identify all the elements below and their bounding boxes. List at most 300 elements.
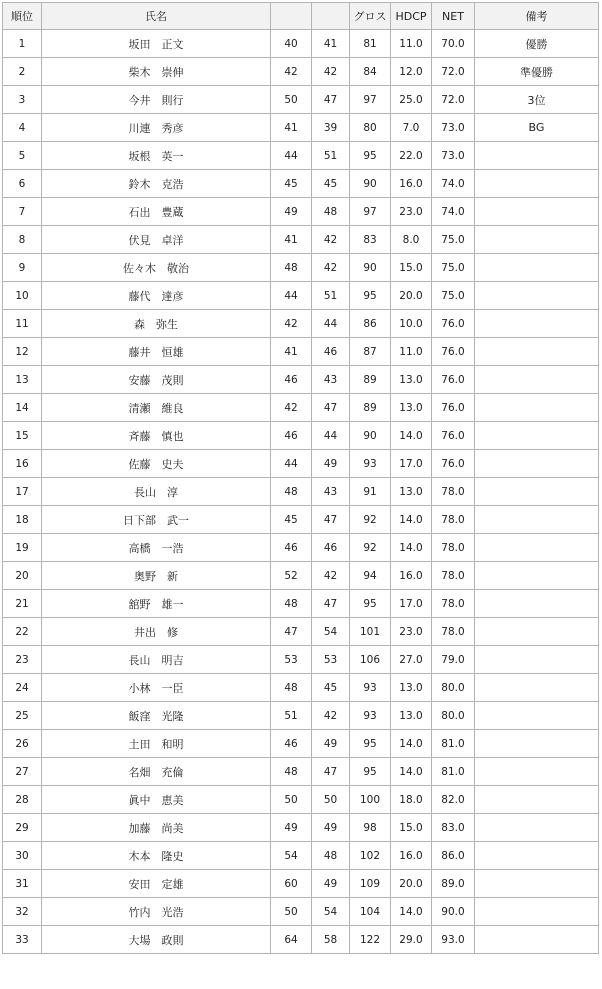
name-cell: 森 弥生 (42, 310, 271, 338)
gross-cell: 97 (350, 198, 391, 226)
header-in (312, 3, 350, 30)
gross-cell: 104 (350, 898, 391, 926)
note-cell (475, 674, 599, 702)
rank-cell: 4 (3, 114, 42, 142)
in-score-cell: 41 (312, 30, 350, 58)
in-score-cell: 54 (312, 618, 350, 646)
out-score-cell: 48 (271, 478, 312, 506)
in-score-cell: 42 (312, 226, 350, 254)
net-cell: 75.0 (432, 226, 475, 254)
note-cell (475, 702, 599, 730)
name-cell: 川連 秀彦 (42, 114, 271, 142)
net-cell: 78.0 (432, 562, 475, 590)
gross-cell: 97 (350, 86, 391, 114)
header-note: 備考 (475, 3, 599, 30)
out-score-cell: 51 (271, 702, 312, 730)
note-cell (475, 758, 599, 786)
in-score-cell: 48 (312, 198, 350, 226)
in-score-cell: 44 (312, 422, 350, 450)
out-score-cell: 44 (271, 450, 312, 478)
gross-cell: 89 (350, 394, 391, 422)
note-cell (475, 926, 599, 954)
out-score-cell: 45 (271, 506, 312, 534)
hdcp-cell: 13.0 (391, 366, 432, 394)
out-score-cell: 46 (271, 366, 312, 394)
gross-cell: 83 (350, 226, 391, 254)
note-cell (475, 338, 599, 366)
hdcp-cell: 16.0 (391, 170, 432, 198)
rank-cell: 5 (3, 142, 42, 170)
out-score-cell: 50 (271, 786, 312, 814)
net-cell: 89.0 (432, 870, 475, 898)
gross-cell: 98 (350, 814, 391, 842)
name-cell: 井出 修 (42, 618, 271, 646)
net-cell: 78.0 (432, 478, 475, 506)
table-row (3, 366, 599, 394)
hdcp-cell: 11.0 (391, 338, 432, 366)
rank-cell: 12 (3, 338, 42, 366)
rank-cell: 31 (3, 870, 42, 898)
rank-cell: 21 (3, 590, 42, 618)
net-cell: 76.0 (432, 338, 475, 366)
name-cell: 奥野 新 (42, 562, 271, 590)
rank-cell: 32 (3, 898, 42, 926)
hdcp-cell: 10.0 (391, 310, 432, 338)
net-cell: 75.0 (432, 282, 475, 310)
net-cell: 76.0 (432, 422, 475, 450)
gross-cell: 80 (350, 114, 391, 142)
in-score-cell: 49 (312, 450, 350, 478)
gross-cell: 90 (350, 254, 391, 282)
hdcp-cell: 14.0 (391, 758, 432, 786)
out-score-cell: 42 (271, 394, 312, 422)
rank-cell: 29 (3, 814, 42, 842)
note-cell (475, 646, 599, 674)
in-score-cell: 45 (312, 170, 350, 198)
note-cell (475, 478, 599, 506)
name-cell: 藤代 達彦 (42, 282, 271, 310)
out-score-cell: 44 (271, 282, 312, 310)
note-cell (475, 730, 599, 758)
gross-cell: 93 (350, 674, 391, 702)
gross-cell: 84 (350, 58, 391, 86)
net-cell: 72.0 (432, 58, 475, 86)
hdcp-cell: 15.0 (391, 254, 432, 282)
note-cell: 優勝 (475, 30, 599, 58)
table-row (3, 618, 599, 646)
in-score-cell: 47 (312, 590, 350, 618)
table-row (3, 758, 599, 786)
out-score-cell: 64 (271, 926, 312, 954)
out-score-cell: 49 (271, 198, 312, 226)
hdcp-cell: 23.0 (391, 618, 432, 646)
rank-cell: 22 (3, 618, 42, 646)
name-cell: 坂根 英一 (42, 142, 271, 170)
name-cell: 斉藤 慎也 (42, 422, 271, 450)
net-cell: 78.0 (432, 534, 475, 562)
out-score-cell: 53 (271, 646, 312, 674)
gross-cell: 91 (350, 478, 391, 506)
header-net: NET (432, 3, 475, 30)
net-cell: 76.0 (432, 394, 475, 422)
name-cell: 石出 豊蔵 (42, 198, 271, 226)
table-row (3, 814, 599, 842)
gross-cell: 95 (350, 590, 391, 618)
in-score-cell: 46 (312, 534, 350, 562)
gross-cell: 122 (350, 926, 391, 954)
out-score-cell: 41 (271, 338, 312, 366)
name-cell: 坂田 正文 (42, 30, 271, 58)
table-row (3, 338, 599, 366)
table-row (3, 254, 599, 282)
name-cell: 清瀬 維良 (42, 394, 271, 422)
note-cell: BG (475, 114, 599, 142)
header-hdcp: HDCP (391, 3, 432, 30)
name-cell: 飯窪 光隆 (42, 702, 271, 730)
table-row (3, 394, 599, 422)
out-score-cell: 45 (271, 170, 312, 198)
table-row (3, 646, 599, 674)
out-score-cell: 46 (271, 422, 312, 450)
table-row (3, 282, 599, 310)
net-cell: 74.0 (432, 198, 475, 226)
in-score-cell: 48 (312, 842, 350, 870)
note-cell: 準優勝 (475, 58, 599, 86)
note-cell (475, 534, 599, 562)
table-row (3, 86, 599, 114)
net-cell: 72.0 (432, 86, 475, 114)
out-score-cell: 49 (271, 814, 312, 842)
note-cell (475, 618, 599, 646)
table-row (3, 534, 599, 562)
note-cell: 3位 (475, 86, 599, 114)
hdcp-cell: 20.0 (391, 870, 432, 898)
rank-cell: 23 (3, 646, 42, 674)
out-score-cell: 52 (271, 562, 312, 590)
gross-cell: 86 (350, 310, 391, 338)
note-cell (475, 870, 599, 898)
name-cell: 佐藤 史夫 (42, 450, 271, 478)
out-score-cell: 48 (271, 254, 312, 282)
hdcp-cell: 23.0 (391, 198, 432, 226)
net-cell: 76.0 (432, 366, 475, 394)
in-score-cell: 47 (312, 394, 350, 422)
rank-cell: 15 (3, 422, 42, 450)
table-row (3, 114, 599, 142)
note-cell (475, 394, 599, 422)
gross-cell: 95 (350, 730, 391, 758)
header-row (3, 3, 599, 30)
net-cell: 70.0 (432, 30, 475, 58)
table-row (3, 58, 599, 86)
out-score-cell: 54 (271, 842, 312, 870)
out-score-cell: 41 (271, 114, 312, 142)
out-score-cell: 48 (271, 758, 312, 786)
hdcp-cell: 14.0 (391, 422, 432, 450)
rank-cell: 9 (3, 254, 42, 282)
name-cell: 大場 政則 (42, 926, 271, 954)
rank-cell: 19 (3, 534, 42, 562)
in-score-cell: 42 (312, 702, 350, 730)
rank-cell: 6 (3, 170, 42, 198)
hdcp-cell: 27.0 (391, 646, 432, 674)
in-score-cell: 39 (312, 114, 350, 142)
net-cell: 73.0 (432, 142, 475, 170)
table-row (3, 478, 599, 506)
net-cell: 86.0 (432, 842, 475, 870)
in-score-cell: 44 (312, 310, 350, 338)
name-cell: 眞中 恵美 (42, 786, 271, 814)
gross-cell: 102 (350, 842, 391, 870)
gross-cell: 87 (350, 338, 391, 366)
note-cell (475, 282, 599, 310)
rank-cell: 13 (3, 366, 42, 394)
net-cell: 81.0 (432, 730, 475, 758)
net-cell: 80.0 (432, 702, 475, 730)
table-row (3, 590, 599, 618)
rank-cell: 24 (3, 674, 42, 702)
name-cell: 佐々木 敬治 (42, 254, 271, 282)
note-cell (475, 198, 599, 226)
net-cell: 76.0 (432, 310, 475, 338)
results-body (3, 30, 599, 954)
name-cell: 小林 一臣 (42, 674, 271, 702)
table-row (3, 730, 599, 758)
table-row (3, 786, 599, 814)
table-row (3, 198, 599, 226)
in-score-cell: 58 (312, 926, 350, 954)
net-cell: 73.0 (432, 114, 475, 142)
header-name: 氏名 (42, 3, 271, 30)
in-score-cell: 47 (312, 758, 350, 786)
in-score-cell: 53 (312, 646, 350, 674)
gross-cell: 101 (350, 618, 391, 646)
out-score-cell: 42 (271, 310, 312, 338)
hdcp-cell: 25.0 (391, 86, 432, 114)
gross-cell: 95 (350, 142, 391, 170)
note-cell (475, 142, 599, 170)
hdcp-cell: 29.0 (391, 926, 432, 954)
note-cell (475, 562, 599, 590)
note-cell (475, 450, 599, 478)
net-cell: 78.0 (432, 618, 475, 646)
net-cell: 74.0 (432, 170, 475, 198)
rank-cell: 26 (3, 730, 42, 758)
out-score-cell: 60 (271, 870, 312, 898)
hdcp-cell: 14.0 (391, 898, 432, 926)
name-cell: 日下部 武一 (42, 506, 271, 534)
name-cell: 今井 則行 (42, 86, 271, 114)
in-score-cell: 49 (312, 730, 350, 758)
net-cell: 80.0 (432, 674, 475, 702)
rank-cell: 30 (3, 842, 42, 870)
name-cell: 長山 淳 (42, 478, 271, 506)
name-cell: 舘野 雄一 (42, 590, 271, 618)
rank-cell: 7 (3, 198, 42, 226)
note-cell (475, 310, 599, 338)
out-score-cell: 47 (271, 618, 312, 646)
rank-cell: 16 (3, 450, 42, 478)
gross-cell: 89 (350, 366, 391, 394)
name-cell: 鈴木 克浩 (42, 170, 271, 198)
header-out (271, 3, 312, 30)
in-score-cell: 43 (312, 478, 350, 506)
note-cell (475, 590, 599, 618)
rank-cell: 10 (3, 282, 42, 310)
note-cell (475, 226, 599, 254)
hdcp-cell: 13.0 (391, 478, 432, 506)
rank-cell: 18 (3, 506, 42, 534)
in-score-cell: 42 (312, 58, 350, 86)
table-row (3, 226, 599, 254)
table-row (3, 926, 599, 954)
in-score-cell: 47 (312, 506, 350, 534)
table-row (3, 142, 599, 170)
table-row (3, 506, 599, 534)
name-cell: 安田 定雄 (42, 870, 271, 898)
hdcp-cell: 11.0 (391, 30, 432, 58)
hdcp-cell: 8.0 (391, 226, 432, 254)
out-score-cell: 48 (271, 674, 312, 702)
rank-cell: 27 (3, 758, 42, 786)
hdcp-cell: 15.0 (391, 814, 432, 842)
hdcp-cell: 13.0 (391, 394, 432, 422)
net-cell: 93.0 (432, 926, 475, 954)
out-score-cell: 46 (271, 534, 312, 562)
name-cell: 柴木 崇伸 (42, 58, 271, 86)
rank-cell: 2 (3, 58, 42, 86)
gross-cell: 109 (350, 870, 391, 898)
name-cell: 名畑 充倫 (42, 758, 271, 786)
in-score-cell: 45 (312, 674, 350, 702)
gross-cell: 81 (350, 30, 391, 58)
rank-cell: 14 (3, 394, 42, 422)
hdcp-cell: 13.0 (391, 702, 432, 730)
results-table (2, 2, 599, 954)
header-rank: 順位 (3, 3, 42, 30)
in-score-cell: 50 (312, 786, 350, 814)
out-score-cell: 40 (271, 30, 312, 58)
in-score-cell: 49 (312, 870, 350, 898)
gross-cell: 100 (350, 786, 391, 814)
hdcp-cell: 16.0 (391, 562, 432, 590)
name-cell: 伏見 卓洋 (42, 226, 271, 254)
out-score-cell: 48 (271, 590, 312, 618)
table-row (3, 310, 599, 338)
out-score-cell: 44 (271, 142, 312, 170)
table-row (3, 170, 599, 198)
gross-cell: 95 (350, 282, 391, 310)
table-row (3, 870, 599, 898)
net-cell: 83.0 (432, 814, 475, 842)
in-score-cell: 42 (312, 254, 350, 282)
note-cell (475, 786, 599, 814)
name-cell: 木本 隆史 (42, 842, 271, 870)
gross-cell: 106 (350, 646, 391, 674)
net-cell: 78.0 (432, 590, 475, 618)
net-cell: 82.0 (432, 786, 475, 814)
net-cell: 76.0 (432, 450, 475, 478)
table-row (3, 450, 599, 478)
gross-cell: 94 (350, 562, 391, 590)
in-score-cell: 47 (312, 86, 350, 114)
note-cell (475, 366, 599, 394)
hdcp-cell: 13.0 (391, 674, 432, 702)
out-score-cell: 41 (271, 226, 312, 254)
note-cell (475, 506, 599, 534)
hdcp-cell: 14.0 (391, 534, 432, 562)
table-row (3, 422, 599, 450)
net-cell: 90.0 (432, 898, 475, 926)
gross-cell: 93 (350, 702, 391, 730)
hdcp-cell: 14.0 (391, 506, 432, 534)
rank-cell: 1 (3, 30, 42, 58)
hdcp-cell: 22.0 (391, 142, 432, 170)
gross-cell: 92 (350, 534, 391, 562)
note-cell (475, 814, 599, 842)
out-score-cell: 42 (271, 58, 312, 86)
note-cell (475, 422, 599, 450)
rank-cell: 17 (3, 478, 42, 506)
rank-cell: 11 (3, 310, 42, 338)
hdcp-cell: 7.0 (391, 114, 432, 142)
note-cell (475, 898, 599, 926)
gross-cell: 93 (350, 450, 391, 478)
name-cell: 藤井 恒雄 (42, 338, 271, 366)
note-cell (475, 254, 599, 282)
gross-cell: 95 (350, 758, 391, 786)
name-cell: 安藤 茂則 (42, 366, 271, 394)
hdcp-cell: 17.0 (391, 450, 432, 478)
header-gross: グロス (350, 3, 391, 30)
table-row (3, 30, 599, 58)
in-score-cell: 43 (312, 366, 350, 394)
net-cell: 79.0 (432, 646, 475, 674)
in-score-cell: 51 (312, 282, 350, 310)
rank-cell: 3 (3, 86, 42, 114)
net-cell: 78.0 (432, 506, 475, 534)
note-cell (475, 842, 599, 870)
rank-cell: 20 (3, 562, 42, 590)
out-score-cell: 50 (271, 86, 312, 114)
hdcp-cell: 17.0 (391, 590, 432, 618)
rank-cell: 28 (3, 786, 42, 814)
name-cell: 竹内 光浩 (42, 898, 271, 926)
in-score-cell: 51 (312, 142, 350, 170)
name-cell: 長山 明吉 (42, 646, 271, 674)
rank-cell: 33 (3, 926, 42, 954)
in-score-cell: 42 (312, 562, 350, 590)
hdcp-cell: 18.0 (391, 786, 432, 814)
table-row (3, 562, 599, 590)
hdcp-cell: 16.0 (391, 842, 432, 870)
name-cell: 土田 和明 (42, 730, 271, 758)
name-cell: 高橋 一浩 (42, 534, 271, 562)
in-score-cell: 46 (312, 338, 350, 366)
note-cell (475, 170, 599, 198)
table-row (3, 842, 599, 870)
hdcp-cell: 14.0 (391, 730, 432, 758)
table-row (3, 674, 599, 702)
out-score-cell: 50 (271, 898, 312, 926)
gross-cell: 92 (350, 506, 391, 534)
gross-cell: 90 (350, 170, 391, 198)
table-row (3, 702, 599, 730)
in-score-cell: 54 (312, 898, 350, 926)
in-score-cell: 49 (312, 814, 350, 842)
table-row (3, 898, 599, 926)
net-cell: 75.0 (432, 254, 475, 282)
